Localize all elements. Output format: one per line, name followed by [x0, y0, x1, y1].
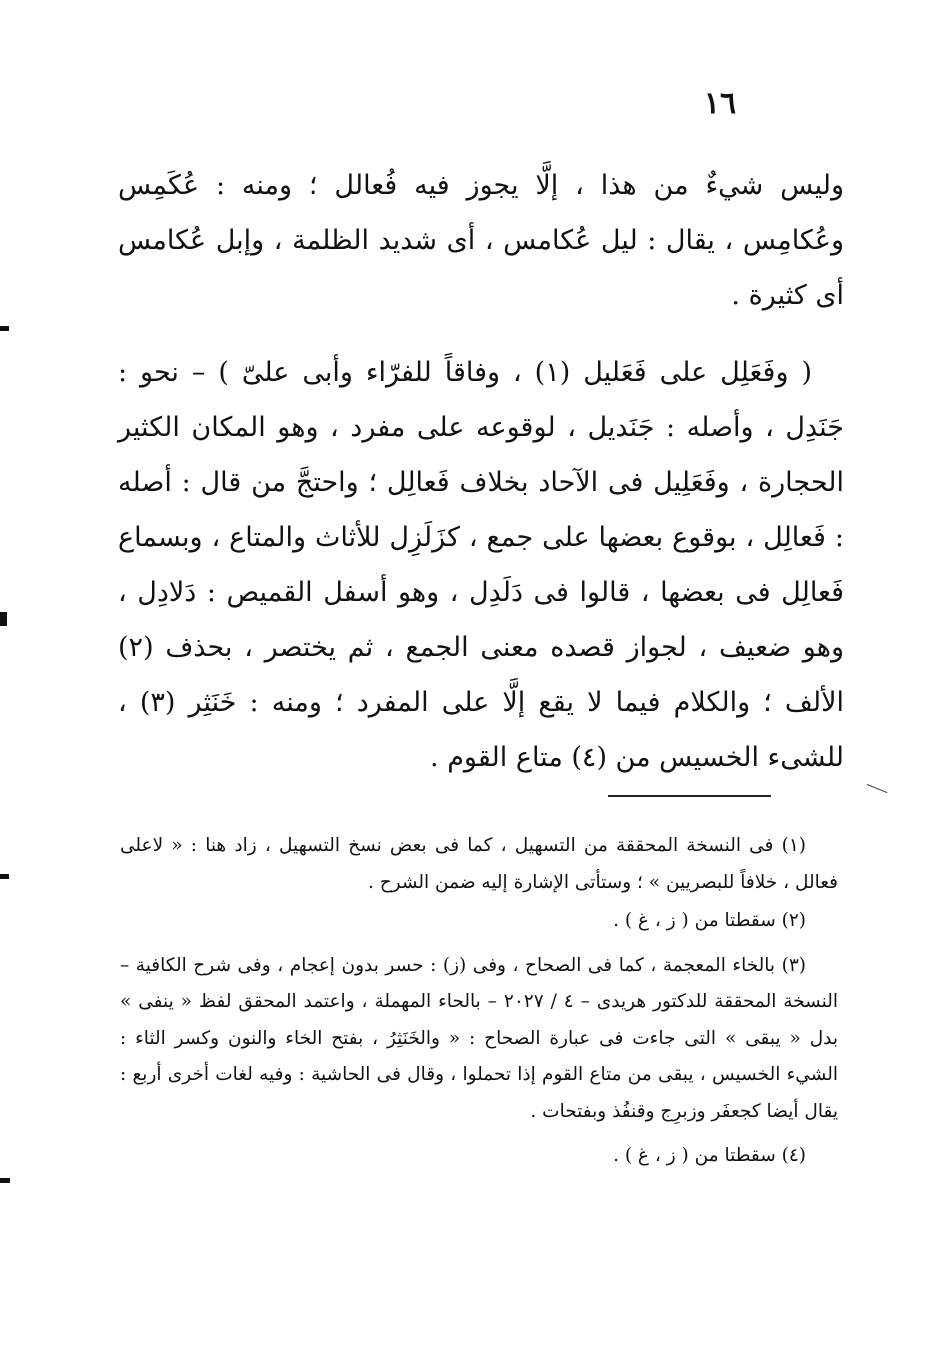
footnote-separator: [608, 795, 771, 797]
paragraph-2: ( وفَعَلِل على فَعَليل (١) ، وفاقاً للفرّاء وأبى علىّ ) – نحو : جَنَدِل ، وأصله : جَنَديل ، لوقوعه على مفرد ، وهو المكان الكثير الحجارة ، وفَعَلِيل فى الآحاد بخلاف فَعالِل ؛ واحتجَّ من قال : أصله : فَعالِل ، بوقوع بعضها على جمع ، كزَلَزِل للأثاث والمتاع ، وبسماع فَعالِل فى بعضها ، قالوا فى دَلَدِل ، وهو أسفل القميص : دَلادِل ، وهو ضعيف ، لجواز قصده معنى الجمع ، ثم يختصر ، بحذف (٢) الألف ؛ والكلام فيما لا يقع إلَّا على المفرد ؛ ومنه : خَنَثِر (٣) ، للشىء الخسيس من (٤) متاع القوم .: [118, 357, 844, 773]
scan-stray-mark: [867, 784, 888, 793]
paragraph-1: وليس شيءٌ من هذا ، إلَّا يجوز فيه فُعالل ؛ ومنه : عُكَمِس وعُكامِس ، يقال : ليل عُكامس ، أى شديد الظلمة ، وإبل عُكامس أى كثيرة .: [118, 170, 844, 311]
scan-edge-mark: [0, 874, 9, 879]
scan-edge-mark: [0, 326, 9, 331]
footnote-2: (٢) سقطتا من ( ز ، غ ) .: [613, 910, 806, 931]
scan-edge-mark: [0, 612, 7, 626]
page-number: ١٦: [703, 86, 737, 121]
footnote-3: (٣) بالخاء المعجمة ، كما فى الصحاح ، وفى (ز) : حسر بدون إعجام ، وفى شرح الكافية – النسخة المحققة للدكتور هريدى – ٤ / ٢٠٢٧ – بالحاء المهملة ، واعتمد المحقق لفظ « ينفى » بدل « يبقى » التى جاءت فى عبارة الصحاح : « والخَنَثِرُ ، بفتح الخاء والنون وكسر الثاء : الشيء الخسيس ، يبقى من متاع القوم إذا تحملوا ، وقال فى الحاشية : وفيه لغات أخرى أربع : يقال أيضا كجعفَر وزبرِج وقنفُذ وبفتحات .: [120, 954, 839, 1122]
footnote-1: (١) فى النسخة المحققة من التسهيل ، كما فى بعض نسخ التسهيل ، زاد هنا : « لاعلى فعالل ، خلافاً للبصريين » ؛ وستأتى الإشارة إليه ضمن الشرح .: [120, 835, 838, 893]
scan-edge-mark: [0, 1178, 10, 1183]
main-text: [118, 158, 844, 785]
footnotes: [120, 828, 838, 1175]
footnote-4: (٤) سقطتا من ( ز ، غ ) .: [613, 1145, 806, 1166]
